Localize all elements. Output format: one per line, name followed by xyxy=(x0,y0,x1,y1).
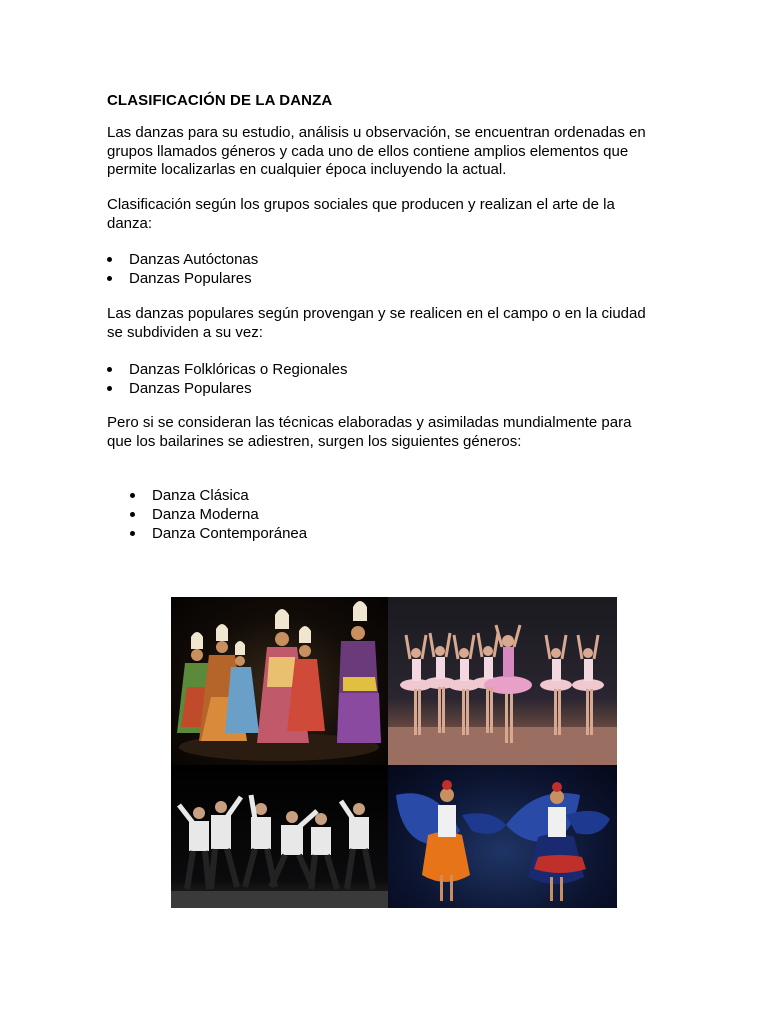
ballet-dancers-illustration xyxy=(388,597,617,765)
modern-dancers-illustration xyxy=(171,765,388,908)
text-line: Las danzas populares según provengan y se realicen en el campo o en la ciudad xyxy=(107,305,646,322)
text-line: danza: xyxy=(107,214,153,232)
text-line: permite localizarlas en cualquier época incluyendo la actual. xyxy=(107,161,507,178)
list-item-label: Danzas Populares xyxy=(129,380,252,397)
popular-dances-paragraph xyxy=(107,305,667,342)
genres-list xyxy=(152,486,307,543)
document-title: CLASIFICACIÓN DE LA DANZA xyxy=(107,92,333,109)
folk-dancers-illustration xyxy=(171,597,388,765)
list-item-label: Danzas Autóctonas xyxy=(129,251,259,268)
techniques-paragraph xyxy=(107,414,667,451)
list-item xyxy=(152,524,307,543)
bullet-icon xyxy=(130,512,135,517)
folk-dancers-photo xyxy=(171,597,388,765)
bullet-icon xyxy=(107,386,112,391)
list-item xyxy=(129,250,258,269)
folkloric-skirts-illustration xyxy=(388,765,617,908)
bullet-icon xyxy=(130,531,135,536)
text-line: se subdividen a su vez: xyxy=(107,323,263,341)
list-item xyxy=(152,505,307,524)
folkloric-skirts-photo xyxy=(388,765,617,908)
social-classification-paragraph xyxy=(107,196,667,233)
list-item xyxy=(129,269,258,288)
list-item xyxy=(152,486,307,505)
text-line: Las danzas para su estudio, análisis u observación, se encuentran ordenadas en xyxy=(107,124,646,141)
list-item-label: Danza Clásica xyxy=(152,487,249,504)
bullet-icon xyxy=(107,367,112,372)
text-line: Clasificación según los grupos sociales que producen y realizan el arte de la xyxy=(107,196,615,213)
bullet-icon xyxy=(107,257,112,262)
list-item-label: Danza Moderna xyxy=(152,506,259,523)
bullet-icon xyxy=(130,493,135,498)
list-item-label: Danzas Folklóricas o Regionales xyxy=(129,361,348,378)
text-line: Pero si se consideran las técnicas elaboradas y asimiladas mundialmente para xyxy=(107,414,632,431)
list-item-label: Danzas Populares xyxy=(129,270,252,287)
bullet-icon xyxy=(107,276,112,281)
modern-dancers-photo xyxy=(171,765,388,908)
popular-subdivision-list xyxy=(129,360,347,398)
text-line: grupos llamados géneros y cada uno de ellos contiene amplios elementos que xyxy=(107,142,629,160)
intro-paragraph xyxy=(107,124,667,180)
ballet-dancers-photo xyxy=(388,597,617,765)
list-item xyxy=(129,360,347,379)
list-item-label: Danza Contemporánea xyxy=(152,525,308,542)
social-groups-list xyxy=(129,250,258,288)
text-line: que los bailarines se adiestren, surgen los siguientes géneros: xyxy=(107,432,522,450)
dance-photo-collage xyxy=(171,597,617,908)
list-item xyxy=(129,379,347,398)
